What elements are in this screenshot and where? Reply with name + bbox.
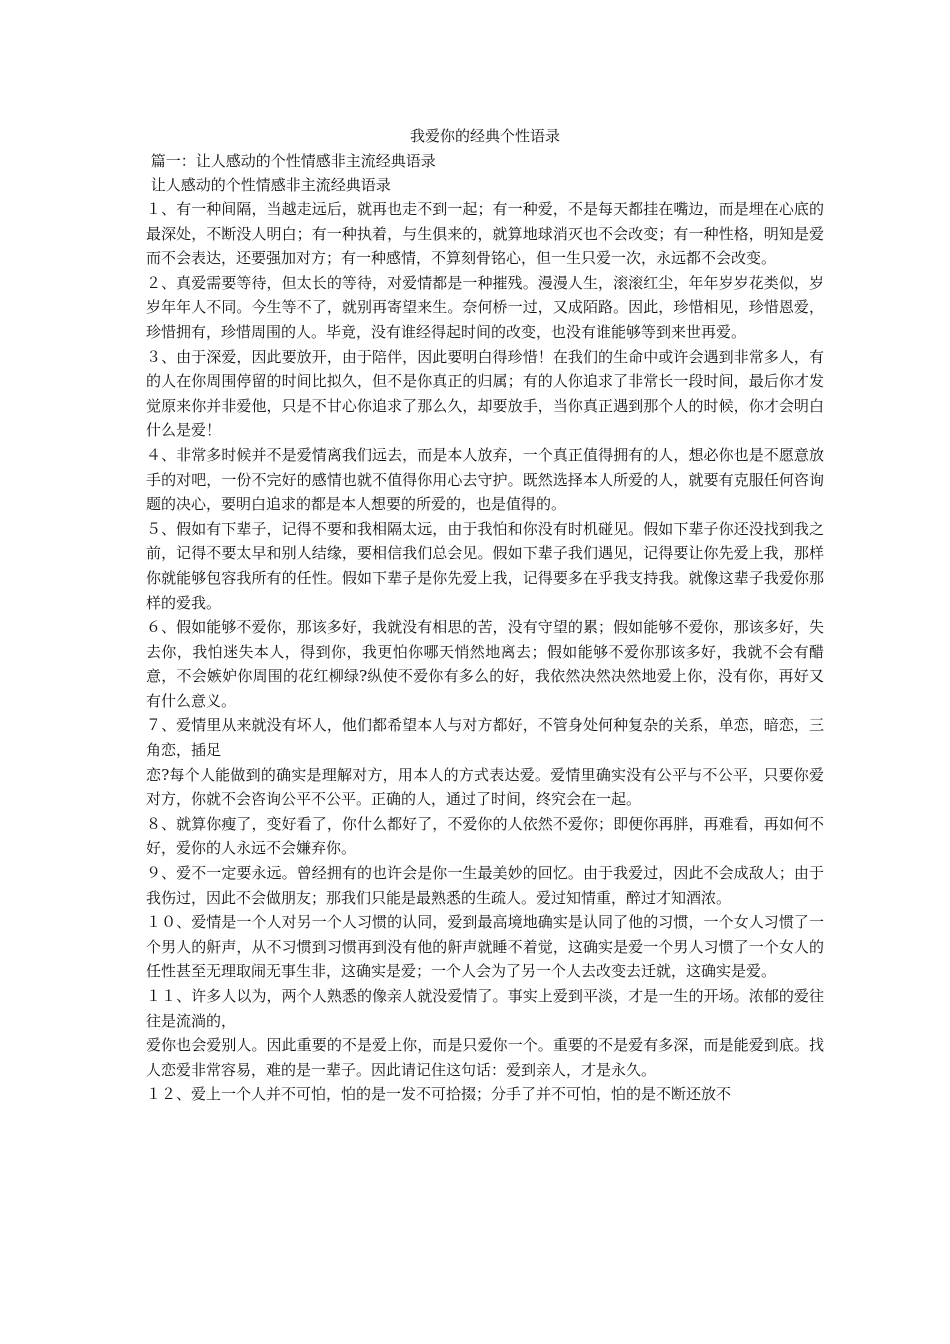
section-heading: 篇一：让人感动的个性情感非主流经典语录 <box>146 152 436 170</box>
document-title: 我爱你的经典个性语录 <box>409 127 560 145</box>
paragraph-10: １０、爱情是一个人对另一个人习惯的认同，爱到最高境地确实是认同了他的习惯，一个女人习惯了一个男人的鼾声，从不习惯到习惯再到没有他的鼾声就睡不着觉，这确实是爱一个男人习惯了一个女人的任性甚至无理取闹无事生非，这确实是爱；一个人会为了另一个人去改变去迁就，这确实是爱。 <box>146 913 824 981</box>
paragraph-7-continued: 恋?每个人能做到的确实是理解对方，用本人的方式表达爱。爱情里确实没有公平与不公平，只要你爱对方，你就不会咨询公平不公平。正确的人，通过了时间，终究会在一起。 <box>146 765 824 809</box>
paragraph-6: ６、假如能够不爱你，那该多好，我就没有相思的苦，没有守望的累；假如能够不爱你，那该多好，失去你，我怕迷失本人，得到你，我更怕你哪天悄然地离去；假如能够不爱你那该多好，我就不会有醋意，不会嫉妒你周围的花红柳绿?纵使不爱你有多么的好，我依然决然决然地爱上你，没有你，再好又有什么意义。 <box>146 618 824 710</box>
paragraph-11-continued: 爱你也会爱别人。因此重要的不是爱上你，而是只爱你一个。重要的不是爱有多深，而是能爱到底。找人恋爱非常容易，难的是一辈子。因此请记住这句话：爱到亲人，才是永久。 <box>146 1036 824 1079</box>
paragraph-2: ２、真爱需要等待，但太长的等待，对爱情都是一种摧残。漫漫人生，滚滚红尘，年年岁岁花类似，岁岁年年人不同。今生等不了，就别再寄望来生。奈何桥一过，又成陌路。因此，珍惜相见，珍惜恩爱，珍惜拥有，珍惜周围的人。毕竟，没有谁经得起时间的改变，也没有谁能够等到来世再爱。 <box>146 273 824 341</box>
paragraph-11: １１、许多人以为，两个人熟悉的像亲人就没爱情了。事实上爱到平淡，才是一生的开场。浓郁的爱往往是流淌的， <box>146 987 824 1030</box>
paragraph-5: ５、假如有下辈子，记得不要和我相隔太远，由于我怕和你没有时机碰见。假如下辈子你还没找到我之前，记得不要太早和别人结缘，要相信我们总会见。假如下辈子我们遇见，记得要让你先爱上我，那样你就能够包容我所有的任性。假如下辈子是你先爱上我，记得要多在乎我支持我。就像这辈子我爱你那样的爱我。 <box>146 519 824 612</box>
paragraph-9: ９、爱不一定要永远。曾经拥有的也许会是你一生最美妙的回忆。由于我爱过，因此不会成敌人；由于我伤过，因此不会做朋友；那我们只能是最熟悉的生疏人。爱过知情重，醉过才知酒浓。 <box>146 864 824 907</box>
paragraph-7: ７、爱情里从来就没有坏人，他们都希望本人与对方都好，不管身处何种复杂的关系，单恋，暗恋，三角恋，插足 <box>146 716 824 760</box>
paragraph-8: ８、就算你瘦了，变好看了，你什么都好了，不爱你的人依然不爱你；即便你再胖，再难看，再如何不好，爱你的人永远不会嫌弃你。 <box>146 814 824 858</box>
paragraph-3: ３、由于深爱，因此要放开，由于陪伴，因此要明白得珍惜！在我们的生命中或许会遇到非常多人，有的人在你周围停留的时间比拟久，但不是你真正的归属；有的人你追求了非常长一段时间，最后你才发觉原来你并非爱他，只是不甘心你追求了那么久，却要放手，当你真正遇到那个人的时候，你才会明白什么是爱！ <box>146 347 824 440</box>
sub-heading: 让人感动的个性情感非主流经典语录 <box>146 176 391 194</box>
paragraph-12: １２、爱上一个人并不可怕，怕的是一发不可拾掇；分手了并不可怕，怕的是不断还放不 <box>146 1085 732 1104</box>
paragraph-1: １、有一种间隔，当越走远后，就再也走不到一起；有一种爱，不是每天都挂在嘴边，而是埋在心底的最深处，不断没人明白；有一种执着，与生俱来的，就算地球消灭也不会改变；有一种性格，明知是爱而不会表达，还要强加对方；有一种感情，不算刻骨铭心，但一生只爱一次，永远都不会改变。 <box>146 200 824 268</box>
paragraph-4: ４、非常多时候并不是爱情离我们远去，而是本人放弃，一个真正值得拥有的人，想必你也是不愿意放手的对吧，一份不完好的感情也就不值得你用心去守护。既然选择本人所爱的人，就要有克服任何咨询题的决心，要明白追求的都是本人想要的所爱的，也是值得的。 <box>146 445 824 514</box>
